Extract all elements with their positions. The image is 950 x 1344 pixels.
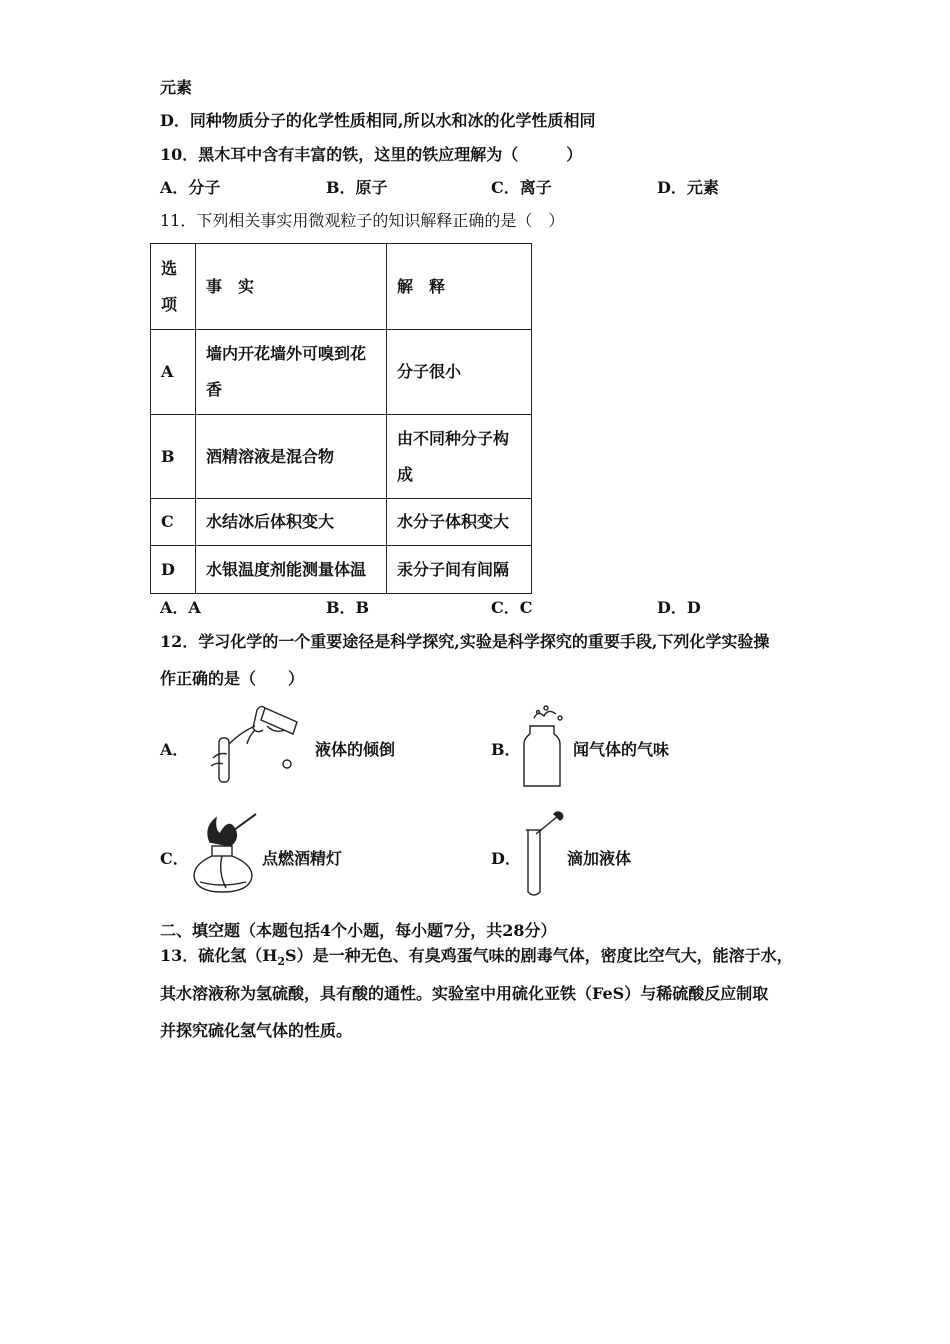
q11-option-a: A．A: [160, 598, 201, 617]
row-option: B: [151, 415, 196, 499]
row-explanation: 由不同种分子构: [397, 428, 510, 448]
header-fact: 事 实: [196, 244, 387, 330]
row-explanation: 分子很小: [387, 330, 532, 415]
q12-option-c-label: 点燃酒精灯: [262, 849, 343, 868]
row-option: C: [151, 499, 196, 546]
row-fact: 墙内开花墙外可嗅到花: [206, 344, 367, 363]
table-header-row: [151, 244, 532, 330]
q13-text-a: 13．硫化氢（H: [160, 946, 278, 965]
section-2-heading: 二、填空题（本题包括4个小题，每小题7分，共28分）: [160, 921, 557, 940]
q12-option-a-letter: A．: [160, 740, 189, 759]
row-fact: 酒精溶液是混合物: [196, 415, 387, 499]
table-row: [151, 499, 532, 546]
question-13: [160, 946, 793, 972]
smelling-gas-icon: [516, 704, 572, 792]
q11-option-b: B．B: [326, 598, 370, 617]
row-fact: 水结冰后体积变大: [196, 499, 387, 546]
option-d-statement: D．同种物质分子的化学性质相同,所以水和冰的化学性质相同: [160, 111, 596, 130]
text-line-element: 元素: [160, 78, 193, 97]
q10-option-a: A．分子: [160, 178, 221, 197]
row-option: D: [151, 546, 196, 594]
q12-option-d-label: 滴加液体: [567, 849, 632, 868]
question-13-cont-2: 并探究硫化氢气体的性质。: [160, 1021, 353, 1040]
q13-text-b: S）是一种无色、有臭鸡蛋气味的剧毒气体，密度比空气大，能溶于水，: [285, 946, 793, 965]
q12-option-c-letter: C．: [160, 849, 189, 868]
header-option-col: 选: [161, 258, 178, 278]
row-explanation-cont: 成: [397, 464, 414, 484]
row-explanation: 水分子体积变大: [387, 499, 532, 546]
q12-option-a-label: 液体的倾倒: [315, 740, 396, 759]
question-12-cont: 作正确的是（ ）: [160, 669, 305, 688]
row-option: A: [151, 330, 196, 415]
q10-option-c: C．离子: [491, 178, 552, 197]
row-explanation: 汞分子间有间隔: [387, 546, 532, 594]
q12-option-b-label: 闻气体的气味: [573, 740, 670, 759]
q12-option-d-letter: D．: [491, 849, 521, 868]
pouring-liquid-icon: [205, 700, 305, 790]
q10-option-d: D．元素: [657, 178, 719, 197]
q11-option-c: C．C: [491, 598, 533, 617]
q10-option-b: B．原子: [326, 178, 388, 197]
header-explanation: 解 释: [387, 244, 532, 330]
question-11: 11．下列相关事实用微观粒子的知识解释正确的是（ ）: [160, 211, 565, 230]
q13-subscript: 2: [277, 955, 286, 969]
q11-option-d: D．D: [657, 598, 701, 617]
alcohol-lamp-icon: [190, 812, 260, 898]
row-fact-cont: 香: [206, 380, 223, 399]
question-12: 12．学习化学的一个重要途径是科学探究,实验是科学探究的重要手段,下列化学实验操: [160, 632, 770, 651]
header-option-col-2: 项: [161, 294, 178, 314]
row-fact: 水银温度剂能测量体温: [196, 546, 387, 594]
q11-table: [150, 243, 532, 594]
question-13-cont: 其水溶液称为氢硫酸，具有酸的通性。实验室中用硫化亚铁（FeS）与稀硫酸反应制取: [160, 984, 769, 1003]
dropper-icon: [520, 808, 566, 900]
q12-option-b-letter: B．: [491, 740, 521, 759]
table-row: [151, 330, 532, 415]
question-10: 10．黑木耳中含有丰富的铁，这里的铁应理解为（ ）: [160, 145, 583, 164]
table-row: [151, 546, 532, 594]
table-row: [151, 415, 532, 499]
